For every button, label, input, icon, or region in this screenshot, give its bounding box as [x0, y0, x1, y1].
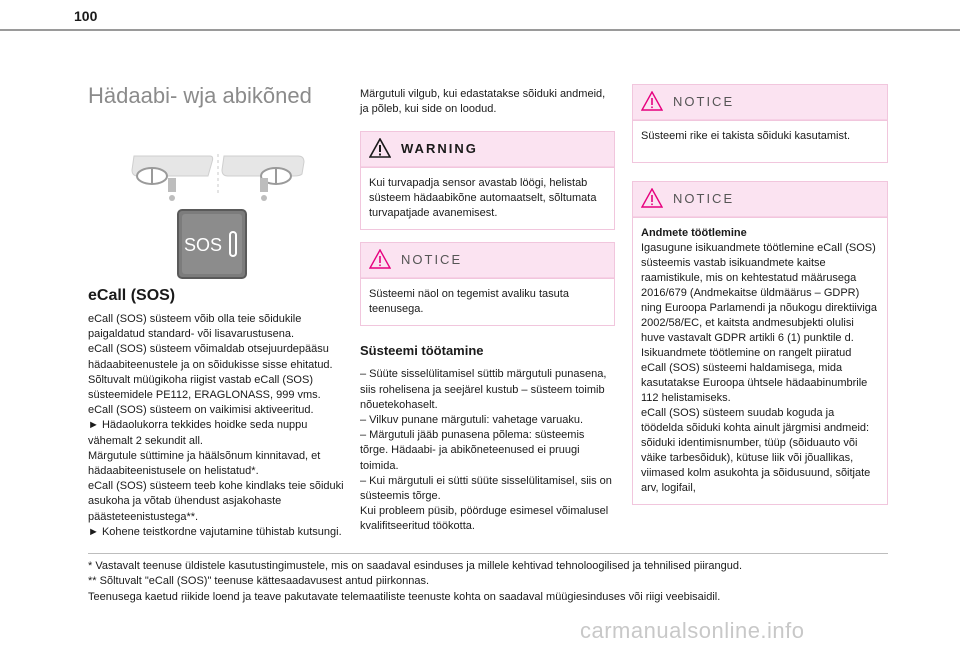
footnote-divider	[88, 553, 888, 554]
left-paragraph: eCall (SOS) süsteem võib olla teie sõidukile paigaldatud standard- või lisavarustusena.	[88, 313, 302, 341]
left-paragraph: ► Kohene teistkordne vajutamine tühistab kutsungi.	[88, 525, 342, 538]
notice-label: NOTICE	[673, 94, 735, 109]
warning-label: WARNING	[401, 141, 478, 157]
section-title: Hädaabi- wja abikõned	[88, 83, 312, 108]
notice-paragraph: eCall (SOS) süsteem suudab koguda ja töödelda sõiduki kohta ainult järgmisi andmeid: sõiduki identimisnumber, tüüp (sõiduauto või väike tarbesõiduk), kütuse liik või jõuallikas, viimased kolm asukohta ja sõidusuund, sõitjate arv, logifail,	[641, 407, 871, 494]
warning-triangle-icon	[369, 249, 391, 269]
middle-paragraph: Kui probleem püsib, pöörduge esimesel võimalusel kvalifitseeritud töökotta.	[360, 505, 609, 533]
middle-paragraph: – Vilkuv punane märgutuli: vahetage varuaku.	[360, 414, 583, 427]
left-column	[88, 82, 344, 540]
notice-box	[632, 84, 888, 163]
left-paragraph: eCall (SOS) süsteem teeb kohe kindlaks teie sõiduki asukoha ja võtab ühendust asjakohaste päästeteenistustega**.	[88, 480, 344, 523]
page-number: 100	[74, 8, 98, 24]
notice-paragraph: Igasugune isikuandmete töötlemine eCall (SOS) süsteemis vastab isikuandmete kaitse raamistikule, mis on kehtestatud määrusega 2016/679 (Andmekaitse üldmäärus – GDPR) ning Euroopa Parlamendi ja nõukogu direktiiviga 2002/58/EC, et kaitsta andmesubjekti olulisi huve vastavalt GDPR artikli 6 (1) punktile d.	[641, 242, 878, 344]
notice-text	[633, 217, 887, 504]
system-operation-subtitle: Süsteemi töötamine	[360, 343, 484, 359]
footnote: ** Sõltuvalt "eCall (SOS)" teenuse kättesaadavusest antud piirkonnas.	[88, 575, 430, 588]
notice-header	[633, 85, 887, 120]
watermark: carmanualsonline.info	[580, 618, 805, 643]
warning-triangle-icon	[369, 138, 391, 158]
warning-text: Kui turvapadja sensor avastab löögi, helistab süsteem hädaabikõne automaatselt, sõltumata turvapatjade avanemisest.	[361, 167, 614, 229]
left-paragraph: Märgutule süttimine ja häälsõnum kinnitavad, et hädaabiteenistusele on helistatud*.	[88, 449, 321, 478]
dashboard-illustration-icon	[88, 118, 344, 286]
notice-box	[360, 242, 615, 326]
left-paragraph: eCall (SOS) süsteem võimaldab otsejuurdepääsu hädaabiteenustele ja on sõidukisse sisse ehitatud.	[88, 343, 333, 371]
left-paragraph: Sõltuvalt müügikoha riigist vastab eCall (SOS) süsteemidele PE112, ERAGLONASS, 999 vms.	[88, 373, 321, 402]
notice-label: NOTICE	[673, 191, 735, 206]
left-paragraph: eCall (SOS) süsteem on vaikimisi aktiveeritud.	[88, 404, 314, 417]
warning-box	[360, 131, 615, 230]
middle-intro: Märgutuli vilgub, kui edastatakse sõiduki andmeid, ja põleb, kui side on loodud.	[360, 88, 606, 116]
middle-paragraph: – Kui märgutuli ei sütti süüte sisselülitamisel, siis on süsteemis tõrge.	[360, 474, 612, 503]
notice-header	[633, 182, 887, 217]
middle-paragraph: – Märgutuli jääb punasena põlema: süsteemis tõrge. Hädaabi- ja abikõneteenused ei pruugi toimida.	[360, 429, 585, 472]
steering-wheel-icon	[222, 156, 304, 201]
notice-paragraph: Isikuandmete töötlemine on rangelt piiratud eCall (SOS) süsteemi haldamisega, mida kasutatakse Euroopa ühtsele hädaabinumbrile 112 helistamiseks.	[641, 347, 868, 404]
sos-label: SOS	[184, 235, 223, 255]
footnote: Teenusega kaetud riikide loend ja teave pakutavate telemaatiliste teenuste kohta on saadaval müügiesinduses või riigi veebisaidil.	[88, 590, 721, 603]
sos-illustration	[88, 118, 344, 286]
notice-text: Süsteemi rike ei takista sõiduki kasutamist.	[633, 120, 887, 162]
footnote: * Vastavalt teenuse üldistele kasutustingimustele, mis on saadaval esinduses ja millele kehtivad tehnoloogilised ja tehnilised piirangud.	[88, 560, 743, 572]
right-column	[632, 72, 888, 505]
notice-text: Süsteemi näol on tegemist avaliku tasuta teenusega.	[361, 278, 614, 325]
warning-triangle-icon	[641, 91, 663, 111]
middle-paragraph: – Süüte sisselülitamisel süttib märgutuli punasena, siis rohelisena ja seejärel kustub – süsteem toimib nõuetekohaselt.	[360, 368, 607, 411]
warning-triangle-icon	[641, 188, 663, 208]
notice-box-data-processing	[632, 181, 888, 505]
top-divider	[0, 29, 960, 31]
notice-label: NOTICE	[401, 252, 463, 268]
steering-wheel-icon	[132, 156, 213, 201]
middle-column	[360, 87, 615, 535]
notice-header	[361, 243, 614, 278]
ecall-subtitle: eCall (SOS)	[88, 287, 176, 304]
data-processing-heading: Andmete töötlemine	[641, 227, 747, 239]
warning-header	[361, 132, 614, 167]
footnotes	[88, 559, 888, 605]
left-paragraph: ► Hädaolukorra tekkides hoidke seda nuppu vähemalt 2 sekundit all.	[88, 419, 308, 447]
